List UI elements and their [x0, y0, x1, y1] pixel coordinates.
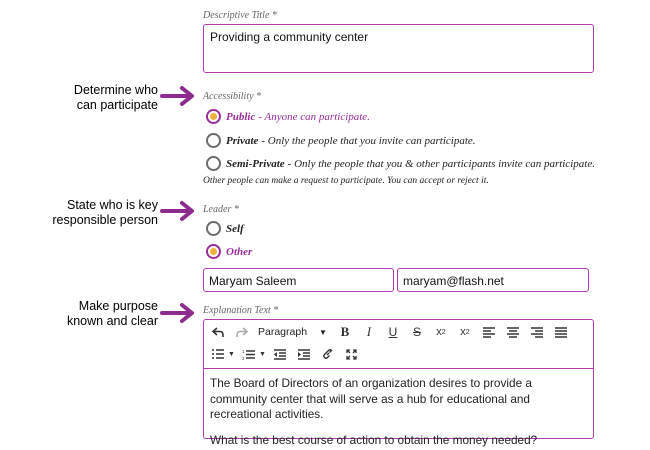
outdent-icon[interactable]	[272, 345, 288, 363]
radio-private[interactable]	[206, 133, 476, 148]
option-name: Public	[226, 110, 256, 123]
arrow-right-icon	[160, 200, 198, 222]
option-desc: - Only the people that you invite can participate.	[261, 134, 476, 147]
arrow-right-icon	[160, 85, 198, 107]
link-icon[interactable]	[320, 345, 336, 363]
radio-other[interactable]	[206, 244, 255, 259]
paragraph-format-select[interactable]	[258, 323, 327, 341]
editor-toolbar-row-1	[210, 322, 577, 342]
align-left-icon[interactable]	[481, 323, 497, 341]
explanation-label: Explanation Text *	[203, 305, 279, 316]
option-name: Semi-Private	[226, 157, 285, 170]
option-desc: - Only the people that you & other participants invite can participate.	[287, 157, 595, 170]
superscript-icon[interactable]: x 2	[436, 326, 446, 338]
option-name: Private	[226, 134, 259, 147]
radio-button[interactable]	[206, 156, 221, 171]
option-name: Self	[226, 222, 244, 235]
bold-icon[interactable]: B	[340, 324, 350, 339]
radio-button[interactable]	[206, 221, 221, 236]
radio-semi-private[interactable]	[206, 156, 595, 171]
italic-icon[interactable]: I	[366, 324, 372, 339]
accessibility-label: Accessibility *	[203, 91, 262, 102]
leader-label: Leader *	[203, 204, 239, 215]
leader-email-input[interactable]: maryam@flash.net	[397, 268, 589, 292]
radio-self[interactable]	[206, 221, 247, 236]
bullet-list-icon[interactable]	[210, 345, 226, 363]
caret-down-icon[interactable]: ▼	[228, 350, 235, 358]
radio-button[interactable]	[206, 109, 221, 124]
underline-icon[interactable]: U	[388, 325, 398, 339]
radio-public[interactable]	[206, 109, 370, 124]
caret-down-icon[interactable]: ▼	[258, 350, 266, 358]
subscript-icon[interactable]: x 2	[460, 326, 470, 338]
editor-paragraph: The Board of Directors of an organization desires to provide a community center that will serve as a hub for educational and recreational activities.	[210, 376, 532, 421]
undo-icon[interactable]	[210, 323, 226, 341]
radio-button[interactable]	[206, 244, 221, 259]
rich-text-editor	[203, 319, 594, 447]
svg-text:2: 2	[242, 355, 245, 361]
strikethrough-icon[interactable]: S	[412, 325, 421, 339]
align-right-icon[interactable]	[529, 323, 545, 341]
radio-button[interactable]	[206, 133, 221, 148]
editor-toolbar-row-2	[210, 344, 368, 364]
paragraph-format-value: Paragraph	[258, 326, 308, 338]
indent-icon[interactable]	[296, 345, 312, 363]
title-label: Descriptive Title *	[203, 10, 277, 21]
accessibility-note: Other people can make a request to participate. You can accept or reject it.	[203, 176, 489, 186]
redo-icon[interactable]	[234, 323, 250, 341]
arrow-right-icon	[160, 302, 198, 324]
annotation-leader: State who is key responsible person	[52, 198, 158, 227]
svg-text:1: 1	[242, 348, 245, 354]
caret-down-icon: ▼	[319, 327, 327, 337]
option-name: Other	[226, 245, 253, 258]
option-desc: - Anyone can participate.	[258, 110, 370, 123]
editor-paragraph: What is the best course of action to obtain the money needed?	[210, 432, 538, 447]
fullscreen-icon[interactable]	[344, 345, 360, 363]
align-center-icon[interactable]	[505, 323, 521, 341]
align-justify-icon[interactable]	[553, 323, 569, 341]
leader-name-input[interactable]: Maryam Saleem	[203, 268, 394, 292]
numbered-list-icon[interactable]	[241, 345, 257, 363]
editor-content[interactable]	[204, 368, 593, 447]
annotation-participate: Determine who can participate	[73, 83, 158, 112]
annotation-purpose: Make purpose known and clear	[66, 299, 158, 328]
title-input[interactable]: Providing a community center	[203, 24, 594, 73]
